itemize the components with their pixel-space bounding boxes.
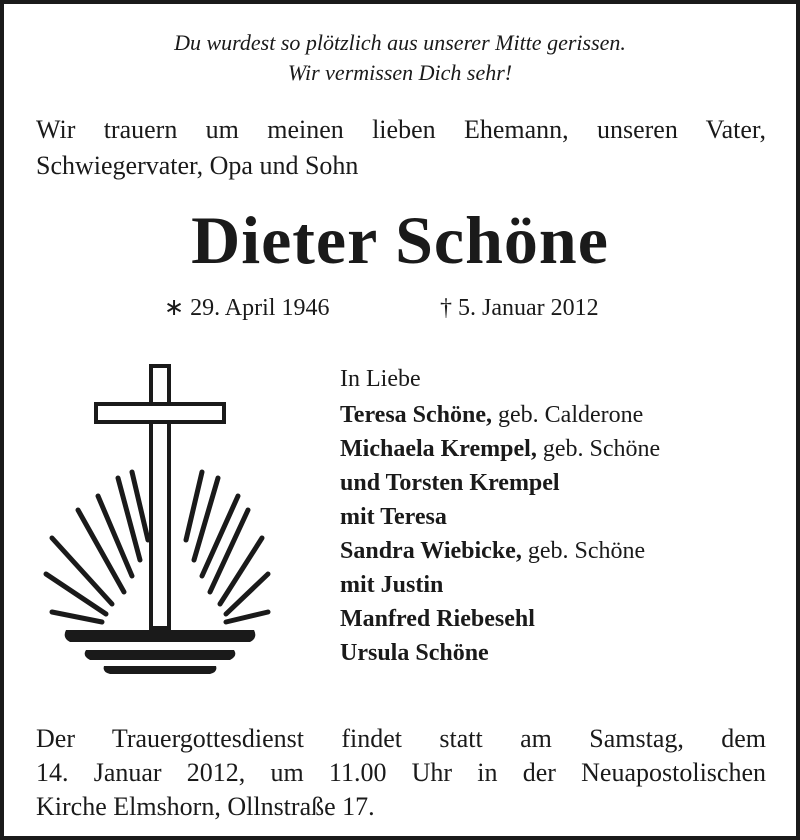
intro-text: Wir trauern um meinen lieben Ehemann, unseren Vater, Schwiegervater, Opa und Sohn: [36, 115, 766, 180]
mourner-note: geb. Calderone: [492, 402, 644, 428]
service-line-3: Kirche Elmshorn, Ollnstraße 17.: [36, 792, 375, 821]
mourner-name: Sandra Wiebicke,: [340, 538, 522, 564]
death-date: † 5. Januar 2012: [440, 295, 599, 321]
mourner-line: [340, 636, 780, 670]
service-line-1: Der Trauergottesdienst findet statt am Samstag, dem: [36, 724, 766, 753]
service-line-2: 14. Januar 2012, um 11.00 Uhr in der Neuapostolischen: [36, 758, 766, 787]
mourner-name: Teresa Schöne,: [340, 402, 493, 428]
mourner-note: geb. Schöne: [521, 538, 646, 564]
mourner-note: geb. Schöne: [536, 436, 661, 462]
mourner-line: [340, 534, 780, 568]
deceased-name: Dieter Schöne: [191, 202, 609, 278]
mourner-line: [340, 432, 780, 466]
birth-date: ∗ 29. April 1946: [164, 295, 330, 321]
mourner-name: mit Teresa: [340, 504, 447, 530]
mourner-line: [340, 398, 780, 432]
motto-line-1: Du wurdest so plötzlich aus unserer Mitte gerissen.: [174, 30, 626, 55]
mourner-name: Manfred Riebesehl: [340, 606, 535, 632]
mourner-line: [340, 466, 780, 500]
mourner-name: Michaela Krempel,: [340, 436, 537, 462]
motto: [4, 28, 796, 88]
obituary-notice: [4, 4, 796, 836]
cross-with-sun-rays-icon: [40, 360, 276, 680]
mourner-line: [340, 568, 780, 602]
mourner-name: Ursula Schöne: [340, 640, 489, 666]
mourner-line: [340, 602, 780, 636]
mourner-line: [340, 500, 780, 534]
mourner-name: mit Justin: [340, 572, 444, 598]
motto-line-2: Wir vermissen Dich sehr!: [287, 60, 513, 85]
service-announcement: [36, 722, 766, 824]
mourners-list: [340, 362, 780, 670]
mourners-heading: In Liebe: [340, 366, 421, 392]
mourner-name: und Torsten Krempel: [340, 470, 560, 496]
